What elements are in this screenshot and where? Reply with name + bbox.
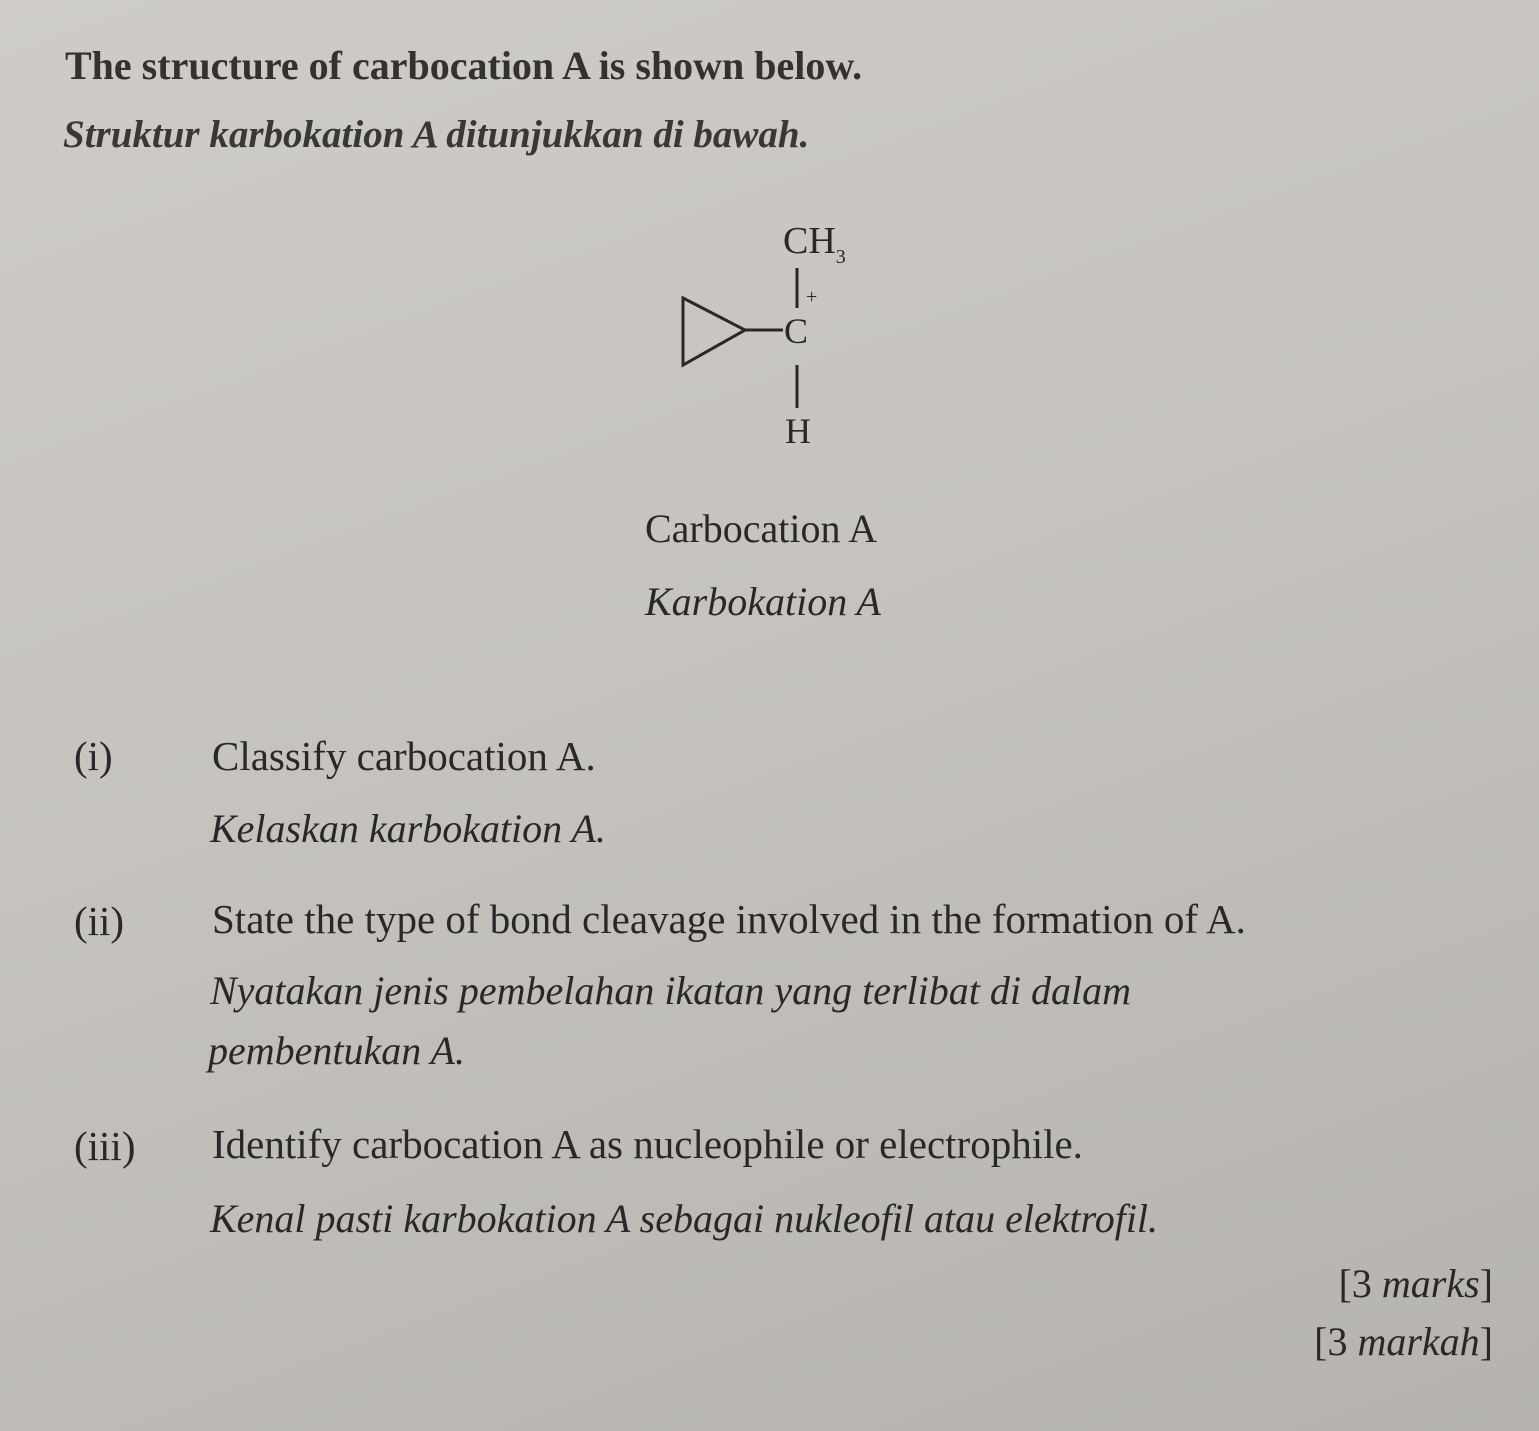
- intro-english: The structure of carbocation A is shown below.: [65, 43, 863, 88]
- question-1-english: Classify carbocation A.: [212, 733, 596, 779]
- marks-english: [3 marks]: [1338, 1261, 1493, 1306]
- methyl-label: $CH_3$: [783, 220, 846, 268]
- question-3-malay: Kenal pasti karbokation A sebagai nukleofil atau elektrofil.: [210, 1196, 1159, 1241]
- question-3-english: Identify carbocation A as nucleophile or electrophile.: [212, 1121, 1083, 1167]
- positive-charge: +: [806, 286, 818, 308]
- carbon-label: C: [784, 311, 809, 351]
- question-2-number: (ii): [74, 898, 125, 944]
- caption-malay: Karbokation A: [645, 579, 881, 624]
- question-1-malay: Kelaskan karbokation A.: [210, 806, 606, 851]
- structure-diagram: [665, 200, 925, 470]
- intro-malay: Struktur karbokation A ditunjukkan di bawah.: [63, 113, 810, 156]
- question-1-number: (i): [74, 733, 113, 779]
- hydrogen-label: H: [785, 411, 811, 451]
- marks-malay: [3 markah]: [1314, 1319, 1493, 1364]
- question-2-malay-line1: Nyatakan jenis pembelahan ikatan yang terlibat di dalam: [210, 968, 1131, 1013]
- question-3-number: (iii): [74, 1123, 136, 1169]
- question-2-malay-line2: pembentukan A.: [208, 1028, 465, 1073]
- carbocation-structure: [665, 200, 925, 470]
- methyl-subscript: 3: [835, 246, 846, 268]
- question-2-english: State the type of bond cleavage involved in the formation of A.: [212, 896, 1246, 942]
- cyclopropyl-ring: [683, 298, 745, 365]
- caption-english: Carbocation A: [645, 506, 878, 551]
